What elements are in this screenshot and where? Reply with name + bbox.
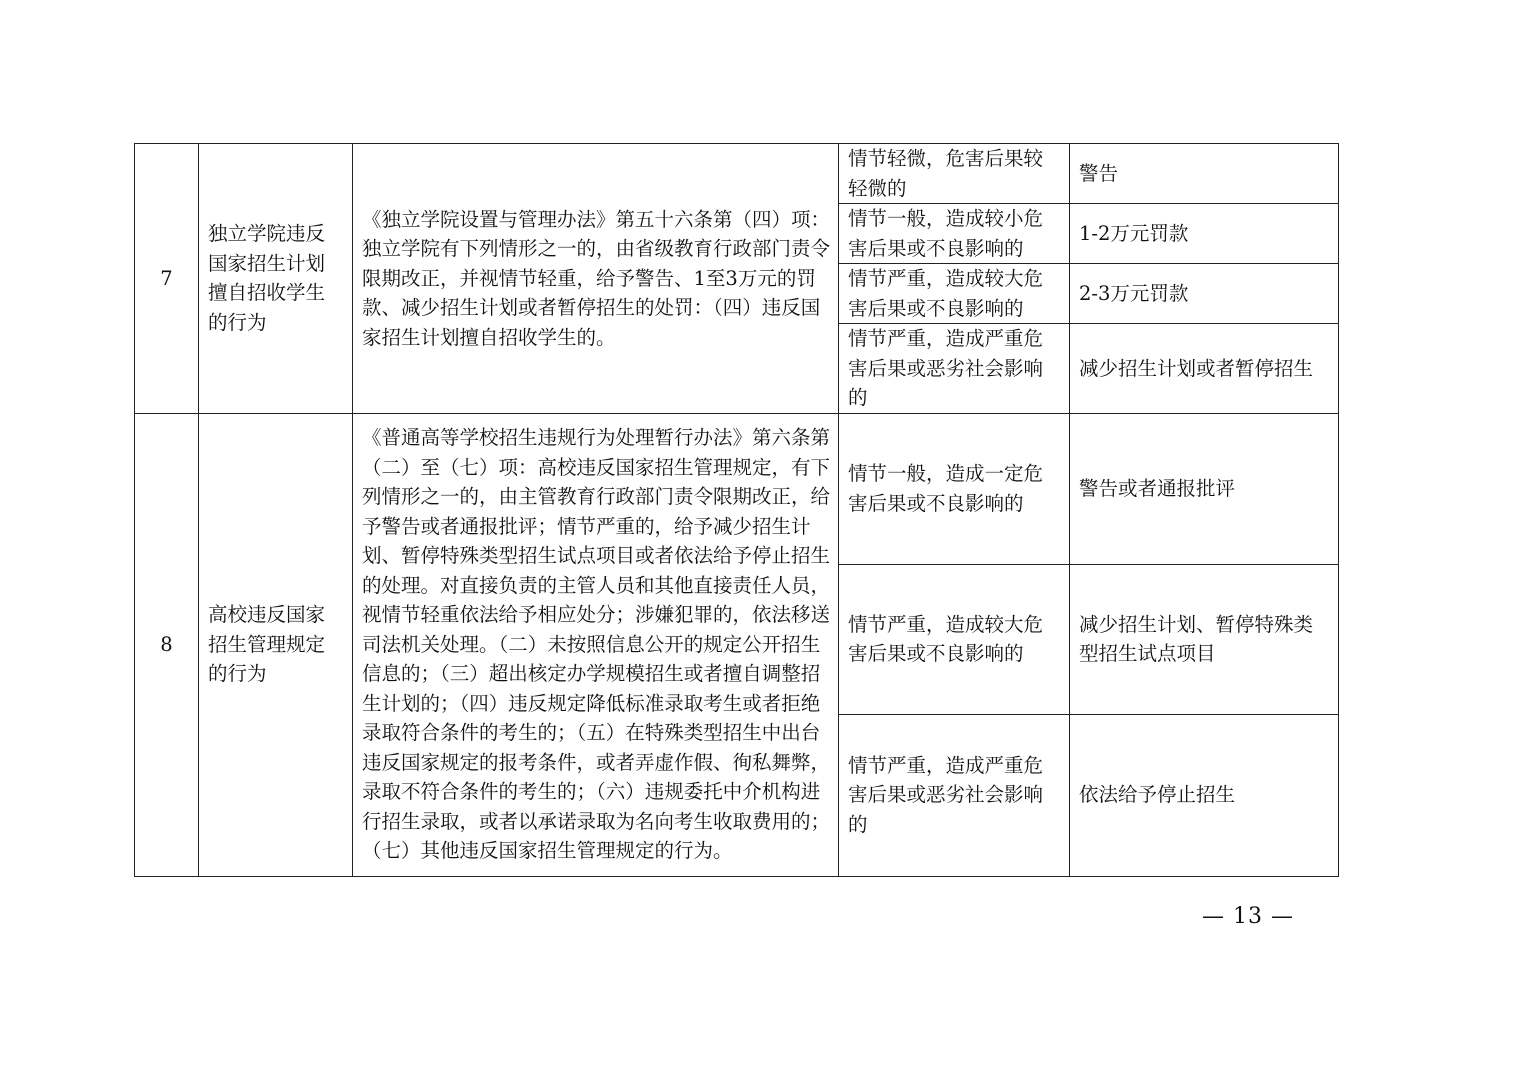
penalty-cell: 依法给予停止招生 bbox=[1070, 714, 1339, 876]
violation-behavior: 高校违反国家招生管理规定的行为 bbox=[199, 413, 353, 876]
penalty-cell: 警告或者通报批评 bbox=[1070, 413, 1339, 564]
table-row bbox=[135, 413, 1339, 564]
circumstance-cell: 情节严重，造成严重危害后果或恶劣社会影响的 bbox=[839, 714, 1070, 876]
violation-behavior: 独立学院违反国家招生计划擅自招收学生的行为 bbox=[199, 144, 353, 414]
legal-basis: 《普通高等学校招生违规行为处理暂行办法》第六条第（二）至（七）项：高校违反国家招生管理规定，有下列情形之一的，由主管教育行政部门责令限期改正，给予警告或者通报批评；情节严重的，给予减少招生计划、暂停特殊类型招生试点项目或者依法给予停止招生的处理。对直接负责的主管人员和其他直接责任人员，视情节轻重依法给予相应处分；涉嫌犯罪的，依法移送司法机关处理。（二）未按照信息公开的规定公开招生信息的；（三）超出核定办学规模招生或者擅自调整招生计划的；（四）违反规定降低标准录取考生或者拒绝录取符合条件的考生的；（五）在特殊类型招生中出台违反国家规定的报考条件，或者弄虚作假、徇私舞弊，录取不符合条件的考生的；（六）违规委托中介机构进行招生录取，或者以承诺录取为名向考生收取费用的；（七）其他违反国家招生管理规定的行为。 bbox=[353, 413, 839, 876]
page-number: — 13 — bbox=[1202, 904, 1294, 929]
penalty-standard-table bbox=[134, 143, 1339, 877]
penalty-cell: 减少招生计划或者暂停招生 bbox=[1070, 324, 1339, 414]
circumstance-cell: 情节一般，造成一定危害后果或不良影响的 bbox=[839, 413, 1070, 564]
penalty-cell: 2-3万元罚款 bbox=[1070, 264, 1339, 324]
penalty-cell: 警告 bbox=[1070, 144, 1339, 204]
circumstance-cell: 情节严重，造成较大危害后果或不良影响的 bbox=[839, 264, 1070, 324]
legal-basis: 《独立学院设置与管理办法》第五十六条第（四）项：独立学院有下列情形之一的，由省级教育行政部门责令限期改正，并视情节轻重，给予警告、1至3万元的罚款、减少招生计划或者暂停招生的处罚：（四）违反国家招生计划擅自招收学生的。 bbox=[353, 144, 839, 414]
penalty-cell: 减少招生计划、暂停特殊类型招生试点项目 bbox=[1070, 564, 1339, 714]
circumstance-cell: 情节严重，造成较大危害后果或不良影响的 bbox=[839, 564, 1070, 714]
row-number: 7 bbox=[135, 144, 199, 414]
circumstance-cell: 情节轻微，危害后果较轻微的 bbox=[839, 144, 1070, 204]
circumstance-cell: 情节一般，造成较小危害后果或不良影响的 bbox=[839, 204, 1070, 264]
row-number: 8 bbox=[135, 413, 199, 876]
penalty-cell: 1-2万元罚款 bbox=[1070, 204, 1339, 264]
circumstance-cell: 情节严重，造成严重危害后果或恶劣社会影响的 bbox=[839, 324, 1070, 414]
table-row bbox=[135, 144, 1339, 204]
